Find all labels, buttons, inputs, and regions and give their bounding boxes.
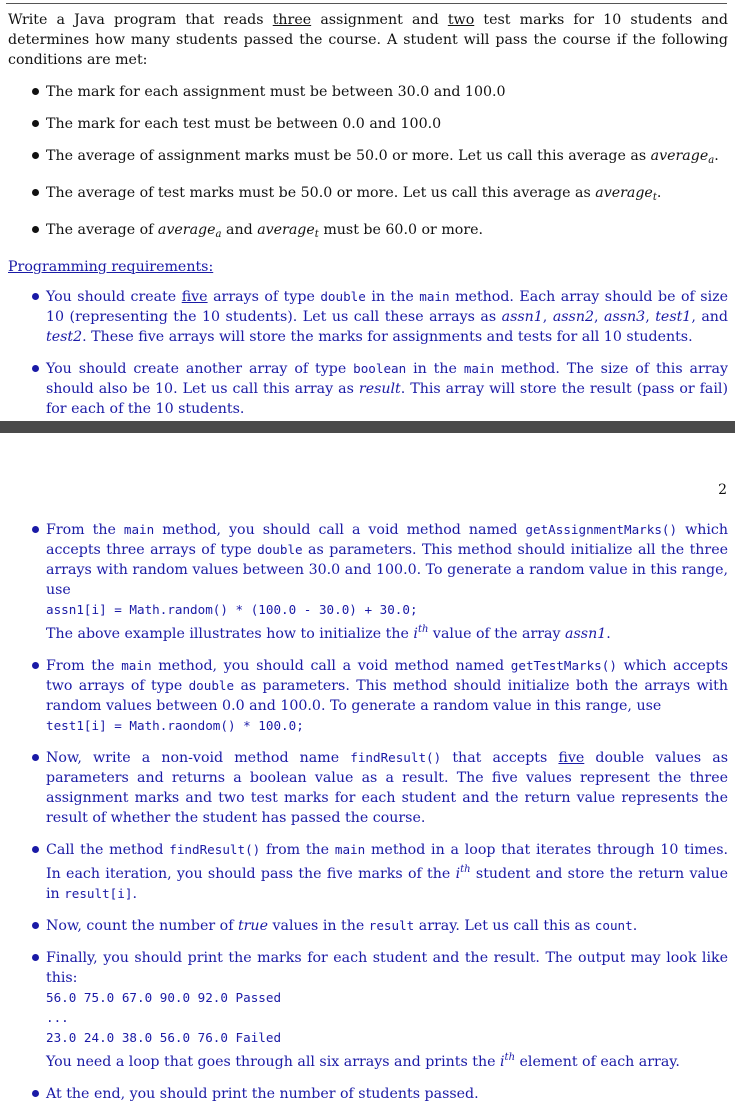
code-example: test1[i] = Math.raondom() * 100.0; [46,718,304,733]
output-ellipsis: ... [46,1010,69,1025]
condition-item: The average of average$_a$ and average$_t$ must be 60.0 or more. [8,220,728,245]
page-number: 2 [718,482,727,498]
code-example: assn1[i] = Math.random() * (100.0 - 30.0) + 30.0; [46,602,418,617]
condition-item: The average of test marks must be 50.0 or more. Let us call this average as average$_t$. [8,183,728,208]
requirements-list-continued [8,520,728,1104]
conditions-list [8,82,728,245]
output-line: 56.0 75.0 67.0 90.0 92.0 Passed [46,990,282,1005]
requirement-item: Finally, you should print the marks for each student and the result. The output may look like this: 56.0 75.0 67.0 90.0 92.0 Passed ... 23.0 24.0 38.0 56.0 76.0 Failed You need a loop that goes through all six arrays and prints the $i^{th}$ element of each array. [8,948,728,1072]
page-2-content [8,520,728,1116]
condition-item: The mark for each test must be between 0.0 and 100.0 [8,114,728,134]
requirements-list [8,287,728,419]
page-separator [0,421,735,433]
requirement-item: Now, write a non-void method name findResult() that accepts five double values as parameters and returns a boolean value as a result. The five values represent the three assignment marks and two test marks for each student and the return value represents the result of whether the student has passed the course. [8,748,728,828]
condition-item: The average of assignment marks must be 50.0 or more. Let us call this average as average$_a$. [8,146,728,171]
page-1-content [8,10,728,431]
requirement-item: Now, count the number of true values in the result array. Let us call this as count. [8,916,728,936]
output-line: 23.0 24.0 38.0 56.0 76.0 Failed [46,1030,282,1045]
requirement-item: You should create another array of type boolean in the main method. The size of this array should also be 10. Let us call this array as result. This array will store the result (pass or fail) for each of the 10 students. [8,359,728,419]
top-rule [6,3,727,4]
requirement-item: From the main method, you should call a void method named getAssignmentMarks() which accepts three arrays of type double as parameters. This method should initialize all the three arrays with random values between 30.0 and 100.0. To generate a random value in this range, use assn1[i] = Math.random() * (100.0 - 30.0) + 30.0; The above example illustrates how to initialize the $i^{th}$ value of the array assn1. [8,520,728,644]
requirement-item: Call the method findResult() from the main method in a loop that iterates through 10 times. In each iteration, you should pass the five marks of the $i^{th}$ student and store the return value in result[i]. [8,840,728,904]
requirement-item: From the main method, you should call a void method named getTestMarks() which accepts two arrays of type double as parameters. This method should initialize both the arrays with random values between 0.0 and 100.0. To generate a random value in this range, use test1[i] = Math.raondom() * 100.0; [8,656,728,736]
requirement-item: At the end, you should print the number of students passed. [8,1084,728,1104]
requirement-item: You should create five arrays of type double in the main method. Each array should be of size 10 (representing the 10 students). Let us call these arrays as assn1, assn2, assn3, test1, and test2. These five arrays will store the marks for assignments and tests for all 10 students. [8,287,728,347]
requirements-heading: Programming requirements: [8,259,214,275]
condition-item: The mark for each assignment must be between 30.0 and 100.0 [8,82,728,102]
intro-paragraph: Write a Java program that reads three assignment and two test marks for 10 students and determines how many students passed the course. A student will pass the course if the following conditions are met: [8,12,728,68]
